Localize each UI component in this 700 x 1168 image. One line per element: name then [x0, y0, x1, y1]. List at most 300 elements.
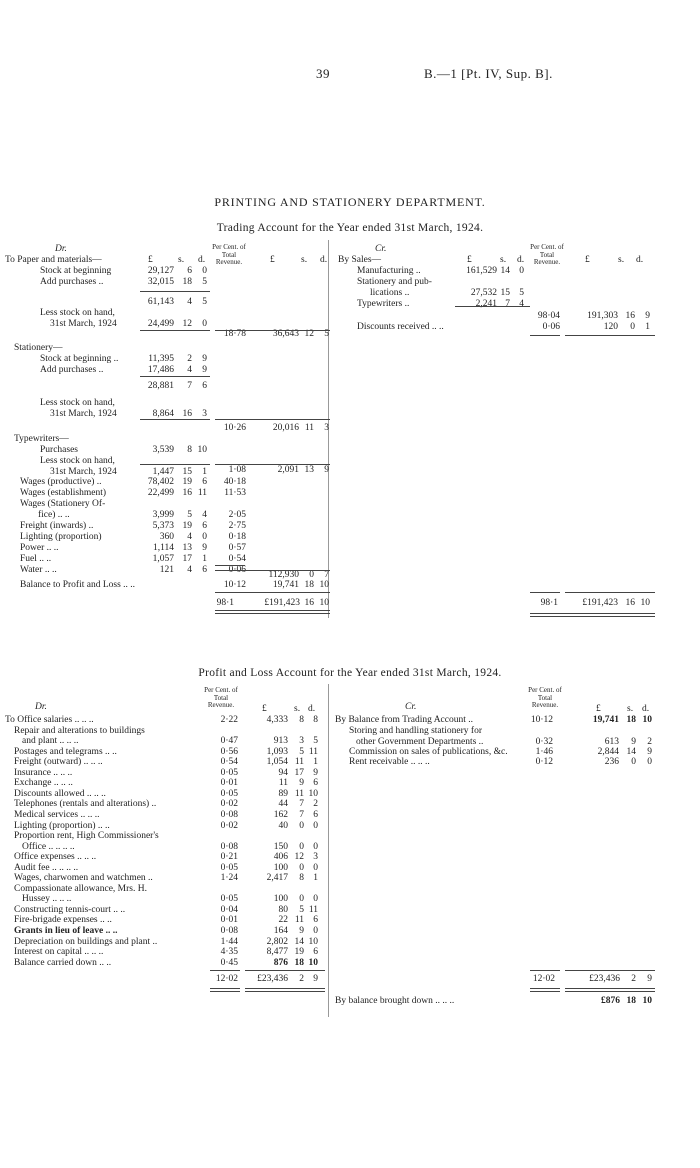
pl-row-label: Depreciation on buildings and plant .. [14, 937, 158, 947]
pl-amount-pence: 10 [308, 937, 318, 947]
trading-subamount-pounds: 22,499 [147, 488, 174, 498]
pl-total-right-pounds: £23,436 [589, 974, 620, 984]
trading-d-header-2: d. [320, 255, 328, 265]
pl-pct: 0·02 [220, 799, 238, 809]
pl-amount-pence: 0 [313, 842, 318, 852]
pl-pct: 0·05 [220, 768, 238, 778]
rule-line [140, 330, 210, 331]
trading-subamount-shillings: 19 [182, 521, 192, 531]
trading-subamount-pence: 6 [202, 565, 207, 575]
pl-total-right-pence: 9 [647, 974, 652, 984]
pl-amount-shillings: 17 [294, 768, 304, 778]
rule-line [215, 592, 330, 593]
trading-row-label: Wages (establishment) [20, 488, 107, 498]
trading-cr-amount-pence: 1 [645, 322, 650, 332]
trading-subamount-pence: 0 [202, 319, 207, 329]
trading-pct-header-left: Per Cent. of Total Revenue. [212, 243, 246, 266]
pl-row-label: and plant .. .. .. [22, 736, 79, 746]
trading-subamount-pounds: 24,499 [147, 319, 174, 329]
pl-amount-pounds: 162 [273, 810, 288, 820]
trading-cr-row-label: By Sales— [338, 255, 382, 265]
trading-amount-pence: 9 [324, 465, 329, 475]
pl-cr-amount-pence: 2 [647, 737, 652, 747]
trading-subamount-pence: 6 [202, 521, 207, 531]
pl-amount-shillings: 19 [294, 947, 304, 957]
trading-cr-s-header-2: s. [618, 255, 625, 265]
pl-amount-pounds: 22 [278, 915, 288, 925]
trading-d-header: d. [198, 255, 206, 265]
trading-subamount-pounds: 121 [159, 565, 174, 575]
pl-amount-pounds: 40 [278, 821, 288, 831]
trading-subamount-pence: 0 [202, 266, 207, 276]
pl-amount-shillings: 0 [299, 842, 304, 852]
pl-account-title: Profit and Loss Account for the Year ended 31st March, 1924. [198, 667, 502, 679]
pl-amount-pence: 6 [313, 778, 318, 788]
pl-cr-row-label: By Balance from Trading Account .. [335, 715, 473, 725]
pl-cr-row-label: Storing and handling stationery for [349, 726, 482, 736]
pl-cr-amount-shillings: 18 [626, 715, 636, 725]
pl-amount-shillings: 9 [299, 778, 304, 788]
rule-line [140, 419, 210, 420]
pl-pct: 0·05 [220, 789, 238, 799]
rule-line [215, 330, 330, 331]
trading-amount-pence: 5 [324, 329, 329, 339]
pl-s-header: s. [294, 704, 301, 714]
pl-row-label: Fire-brigade expenses .. .. [14, 915, 112, 925]
pl-amount-pence: 2 [313, 799, 318, 809]
trading-amount-pounds: 112,930 [268, 570, 299, 580]
trading-row-label: To Paper and materials— [5, 255, 102, 265]
pl-amount-pence: 0 [313, 926, 318, 936]
rule-line [215, 464, 330, 465]
trading-amount-pounds: 20,016 [272, 423, 299, 433]
pl-amount-shillings: 18 [294, 958, 304, 968]
rule-line [210, 970, 240, 971]
pl-amount-pounds: 94 [278, 768, 288, 778]
trading-cr-amount-pounds: 120 [603, 322, 618, 332]
trading-subamount-pence: 11 [197, 488, 207, 498]
pl-amount-pence: 10 [308, 958, 318, 968]
pl-amount-shillings: 5 [299, 747, 304, 757]
pl-amount-shillings: 5 [299, 905, 304, 915]
pl-cr-amount-pence: 10 [642, 715, 652, 725]
pl-brought-down-pence: 10 [642, 996, 652, 1006]
pl-amount-pence: 11 [308, 747, 318, 757]
trading-amount-shillings: 18 [304, 580, 314, 590]
trading-pct: 0·54 [228, 554, 246, 564]
page-reference: B.—1 [Pt. IV, Sup. B]. [424, 66, 553, 81]
trading-row-label: Typewriters— [14, 434, 69, 444]
pl-row-label: Discounts allowed .. .. .. [14, 789, 106, 799]
pl-amount-shillings: 8 [299, 715, 304, 725]
trading-total-right-pounds: £191,423 [582, 598, 618, 608]
pl-amount-shillings: 11 [294, 789, 304, 799]
trading-cr-label: Cr. [375, 244, 387, 254]
pl-amount-pounds: 913 [273, 736, 288, 746]
trading-row-label: Add purchases .. [40, 277, 104, 287]
pl-pct: 0·45 [220, 958, 238, 968]
pl-cr-pct: 10·12 [530, 715, 553, 725]
pl-amount-pence: 9 [313, 768, 318, 778]
trading-subamount-pounds: 78,402 [147, 477, 174, 487]
trading-row-label: Fuel .. .. [20, 554, 52, 564]
trading-row-label: Purchases [40, 445, 78, 455]
pl-amount-shillings: 9 [299, 926, 304, 936]
trading-cr-s-header: s. [500, 255, 507, 265]
trading-subamount-pence: 9 [202, 354, 207, 364]
trading-total-right-pence: 10 [640, 598, 650, 608]
pl-amount-pence: 6 [313, 947, 318, 957]
trading-row-label: Less stock on hand, [40, 308, 115, 318]
pl-cr-d-header: d. [642, 704, 650, 714]
pl-cr-label: Cr. [405, 702, 417, 712]
trading-subamount-shillings: 4 [187, 297, 192, 307]
trading-row-label: Freight (inwards) .. [20, 521, 94, 531]
trading-cr-row-label: lications .. [370, 288, 410, 298]
pl-amount-pence: 0 [313, 863, 318, 873]
pl-amount-pounds: 100 [273, 863, 288, 873]
pl-amount-pounds: 876 [273, 958, 288, 968]
pl-cr-pct: 1·46 [535, 747, 553, 757]
rule-line [455, 306, 530, 307]
pl-cr-double-rule [565, 988, 655, 992]
trading-row-label: Water .. .. [20, 565, 57, 575]
pl-amount-pence: 1 [313, 873, 318, 883]
pl-amount-pounds: 100 [273, 894, 288, 904]
trading-subamount-shillings: 15 [182, 467, 192, 477]
pl-row-label: Medical services .. .. .. [14, 810, 100, 820]
pl-amount-shillings: 14 [294, 937, 304, 947]
pl-amount-pence: 6 [313, 810, 318, 820]
pl-pct: 0·01 [220, 778, 238, 788]
trading-amount-pence: 7 [324, 570, 329, 580]
trading-row-label: Stock at beginning [40, 266, 112, 276]
pl-amount-shillings: 0 [299, 863, 304, 873]
trading-total-left-shillings: 16 [304, 598, 314, 608]
trading-subamount-shillings: 17 [182, 554, 192, 564]
trading-subamount-pounds: 28,881 [147, 381, 174, 391]
trading-cr-row-label: Manufacturing .. [357, 266, 421, 276]
pl-pct: 0·02 [220, 821, 238, 831]
trading-subamount-pence: 9 [202, 365, 207, 375]
pl-cr-row-label: Commission on sales of publications, &c. [349, 747, 508, 757]
trading-cr-subamount-pence: 5 [519, 288, 524, 298]
trading-pct: 0·06 [228, 565, 246, 575]
pl-row-label: Balance carried down .. .. [14, 958, 112, 968]
pl-row-label: Hussey .. .. .. [22, 894, 72, 904]
pl-amount-shillings: 11 [294, 915, 304, 925]
page-number: 39 [316, 66, 330, 81]
pl-total-pct: 12·02 [215, 974, 238, 984]
pl-amount-pounds: 11 [278, 778, 288, 788]
pl-pct: 0·01 [220, 915, 238, 925]
trading-subamount-shillings: 8 [187, 445, 192, 455]
pl-amount-shillings: 12 [294, 852, 304, 862]
rule-line [140, 464, 210, 465]
trading-subamount-shillings: 19 [182, 477, 192, 487]
trading-pct: 2·05 [228, 510, 246, 520]
pl-amount-pounds: 150 [273, 842, 288, 852]
rule-line [210, 988, 240, 992]
trading-subamount-pence: 6 [202, 477, 207, 487]
pl-cr-amount-pence: 0 [647, 757, 652, 767]
trading-subamount-pence: 1 [202, 467, 207, 477]
pl-pct-header-right: Per Cent. of Total Revenue. [528, 686, 562, 709]
pl-cr-amount-shillings: 9 [631, 737, 636, 747]
trading-row-label: fice) .. .. [38, 510, 70, 520]
trading-subamount-shillings: 7 [187, 381, 192, 391]
trading-pct: 2·75 [228, 521, 246, 531]
trading-subamount-shillings: 4 [187, 365, 192, 375]
pl-row-label: Proportion rent, High Commissioner's [14, 831, 159, 841]
trading-row-label: Less stock on hand, [40, 398, 115, 408]
pl-pct: 0·47 [220, 736, 238, 746]
trading-cr-subamount-shillings: 7 [505, 299, 510, 309]
rule-line [565, 335, 655, 336]
trading-cr-subamount-pounds: 27,532 [470, 288, 497, 298]
trading-subamount-pounds: 8,864 [152, 409, 174, 419]
trading-subamount-pence: 10 [197, 445, 207, 455]
pl-row-label: Freight (outward) .. .. .. [14, 757, 103, 767]
trading-subamount-pounds: 360 [159, 532, 174, 542]
pl-amount-shillings: 7 [299, 810, 304, 820]
pl-amount-pence: 10 [308, 789, 318, 799]
trading-double-rule [215, 610, 330, 614]
pl-row-label: Constructing tennis-court .. .. [14, 905, 126, 915]
trading-pound-header-2: £ [270, 255, 275, 265]
pl-amount-pounds: 406 [273, 852, 288, 862]
pl-amount-pence: 0 [313, 821, 318, 831]
pl-dr-label: Dr. [35, 702, 47, 712]
rule-line [245, 970, 325, 971]
pl-row-label: Compassionate allowance, Mrs. H. [14, 884, 147, 894]
trading-subamount-pounds: 1,447 [152, 467, 174, 477]
trading-cr-amount-shillings: 16 [625, 311, 635, 321]
pl-pct: 0·08 [220, 810, 238, 820]
trading-total-left-pence: 10 [319, 598, 329, 608]
trading-amount-shillings: 13 [304, 465, 314, 475]
trading-subamount-shillings: 4 [187, 532, 192, 542]
trading-amount-pounds: 36,643 [272, 329, 299, 339]
trading-subamount-shillings: 13 [182, 543, 192, 553]
trading-cr-pct: 0·06 [542, 322, 560, 332]
pl-row-label: Postages and telegrams .. .. [14, 747, 117, 757]
pl-cr-amount-pence: 9 [647, 747, 652, 757]
pl-row-label: Audit fee .. .. .. .. [14, 863, 79, 873]
rule-line [215, 419, 330, 420]
trading-subamount-shillings: 5 [187, 510, 192, 520]
trading-pct: 18·78 [223, 329, 246, 339]
pl-row-label: Telephones (rentals and alterations) .. [14, 799, 157, 809]
trading-total-pct: 98·1 [216, 598, 234, 608]
pl-amount-shillings: 0 [299, 894, 304, 904]
pl-cr-pct: 0·32 [535, 737, 553, 747]
pl-pct: 0·08 [220, 926, 238, 936]
trading-subamount-pounds: 11,395 [148, 354, 174, 364]
rule-line [140, 291, 210, 292]
trading-cr-subamount-pounds: 161,529 [466, 266, 497, 276]
pl-brought-down-label: By balance brought down .. .. .. [335, 996, 455, 1006]
pl-cr-s-header: s. [627, 704, 634, 714]
pl-d-header: d. [308, 704, 316, 714]
trading-dr-label: Dr. [55, 244, 67, 254]
pl-total-left-pounds: £23,436 [257, 974, 288, 984]
trading-amount-pounds: 19,741 [272, 580, 299, 590]
pl-cr-pound-header: £ [596, 704, 601, 714]
trading-pct: 10·26 [223, 423, 246, 433]
trading-total-left-pounds: £191,423 [264, 598, 300, 608]
trading-cr-amount-pence: 9 [645, 311, 650, 321]
trading-cr-row-label: Stationery and pub- [357, 277, 432, 287]
pl-cr-total-pct: 12·02 [532, 974, 555, 984]
trading-subamount-shillings: 4 [187, 565, 192, 575]
pl-double-rule [245, 988, 325, 992]
pl-pct: 0·21 [220, 852, 238, 862]
trading-subamount-pounds: 3,999 [152, 510, 174, 520]
pl-amount-pounds: 8,477 [266, 947, 288, 957]
pl-pct: 0·05 [220, 894, 238, 904]
trading-pct: 11·53 [224, 488, 246, 498]
trading-subamount-pence: 5 [202, 277, 207, 287]
pl-amount-pounds: 44 [278, 799, 288, 809]
rule-line [530, 970, 560, 971]
trading-subamount-pence: 4 [202, 510, 207, 520]
trading-row-label: Wages (productive) .. [20, 477, 102, 487]
rule-line [565, 970, 655, 971]
trading-subamount-pence: 0 [202, 532, 207, 542]
trading-amount-shillings: 12 [304, 329, 314, 339]
rule-line [530, 988, 560, 992]
rule-line [215, 570, 330, 571]
pl-pct: 2·22 [220, 715, 238, 725]
trading-amount-pence: 10 [319, 580, 329, 590]
trading-subamount-pounds: 5,373 [152, 521, 174, 531]
pl-cr-amount-pounds: 2,844 [597, 747, 619, 757]
rule-line [530, 335, 560, 336]
pl-amount-pounds: 164 [273, 926, 288, 936]
pl-amount-pounds: 4,333 [266, 715, 288, 725]
trading-amount-pounds: 2,091 [277, 465, 299, 475]
column-divider [328, 684, 329, 1017]
trading-s-header: s. [178, 255, 185, 265]
pl-pct-header-left: Per Cent. of Total Revenue. [204, 686, 238, 709]
trading-pct: 1·08 [228, 465, 246, 475]
pl-amount-shillings: 7 [299, 799, 304, 809]
pl-pct: 0·04 [220, 905, 238, 915]
pl-amount-shillings: 3 [299, 736, 304, 746]
trading-row-label: Wages (Stationery Of- [20, 499, 106, 509]
trading-cr-double-rule [530, 613, 655, 617]
trading-row-label: Less stock on hand, [40, 456, 115, 466]
trading-account-title: Trading Account for the Year ended 31st March, 1924. [216, 222, 484, 234]
pl-pct: 4·35 [220, 947, 238, 957]
trading-subamount-pence: 3 [202, 409, 207, 419]
trading-row-label: 31st March, 1924 [50, 409, 117, 419]
rule-line [140, 376, 210, 377]
trading-row-label: 31st March, 1924 [50, 319, 117, 329]
trading-cr-subamount-pence: 4 [519, 299, 524, 309]
trading-cr-pct: 98·04 [537, 311, 560, 321]
trading-subamount-pounds: 17,486 [147, 365, 174, 375]
pl-amount-pence: 1 [313, 757, 318, 767]
pl-amount-pounds: 1,054 [266, 757, 288, 767]
pl-amount-shillings: 0 [299, 821, 304, 831]
pl-amount-pounds: 2,802 [266, 937, 288, 947]
department-title: PRINTING AND STATIONERY DEPARTMENT. [214, 195, 486, 209]
trading-row-label: Lighting (proportion) [20, 532, 102, 542]
trading-subamount-pence: 6 [202, 381, 207, 391]
trading-subamount-pence: 5 [202, 297, 207, 307]
trading-row-label: Balance to Profit and Loss .. .. [20, 580, 136, 590]
pl-pct: 1·44 [220, 937, 238, 947]
trading-subamount-shillings: 6 [187, 266, 192, 276]
pl-row-label: Interest on capital .. .. .. [14, 947, 104, 957]
trading-subamount-shillings: 16 [182, 488, 192, 498]
pl-cr-amount-pounds: 236 [604, 757, 619, 767]
pl-cr-amount-shillings: 0 [631, 757, 636, 767]
trading-pct-header-right: Per Cent. of Total Revenue. [530, 243, 564, 266]
trading-subamount-pounds: 32,015 [147, 277, 174, 287]
trading-cr-amount-shillings: 0 [630, 322, 635, 332]
trading-s-header-2: s. [301, 255, 308, 265]
pl-pct: 0·54 [220, 757, 238, 767]
trading-subamount-pounds: 1,114 [152, 543, 174, 553]
trading-cr-total-pct: 98·1 [540, 598, 558, 608]
trading-row-label: Stationery— [14, 343, 63, 353]
pl-row-label: Repair and alterations to buildings [14, 726, 145, 736]
pl-pct: 1·24 [220, 873, 238, 883]
pl-row-label: Exchange .. .. .. [14, 778, 73, 788]
pl-pct: 0·05 [220, 863, 238, 873]
trading-cr-row-label: Typewriters .. [357, 299, 410, 309]
trading-pct: 0·18 [228, 532, 246, 542]
pl-pound-header: £ [262, 704, 267, 714]
rule-line [215, 565, 245, 566]
pl-row-label: Insurance .. .. .. [14, 768, 73, 778]
pl-brought-down-pounds: £876 [601, 996, 620, 1006]
pl-amount-pence: 6 [313, 915, 318, 925]
trading-pct: 40·18 [223, 477, 246, 487]
pl-amount-pounds: 89 [278, 789, 288, 799]
trading-subamount-shillings: 16 [182, 409, 192, 419]
trading-row-label: Stock at beginning .. [40, 354, 119, 364]
rule-line [530, 592, 560, 593]
pl-total-left-pence: 9 [313, 974, 318, 984]
pl-cr-amount-shillings: 14 [626, 747, 636, 757]
pl-amount-shillings: 8 [299, 873, 304, 883]
trading-subamount-pence: 9 [202, 543, 207, 553]
pl-amount-pence: 0 [313, 894, 318, 904]
pl-amount-shillings: 11 [294, 757, 304, 767]
trading-cr-subamount-pence: 0 [519, 266, 524, 276]
pl-row-label: Office expenses .. .. .. [14, 852, 97, 862]
trading-total-right-shillings: 16 [625, 598, 635, 608]
trading-cr-subamount-pounds: 2,241 [475, 299, 497, 309]
rule-line [565, 592, 655, 593]
pl-amount-pounds: 80 [278, 905, 288, 915]
pl-brought-down-shillings: 18 [626, 996, 636, 1006]
pl-cr-amount-pounds: 19,741 [592, 715, 619, 725]
pl-total-right-shillings: 2 [631, 974, 636, 984]
trading-cr-subamount-shillings: 14 [500, 266, 510, 276]
pl-amount-pounds: 2,417 [266, 873, 288, 883]
trading-subamount-pence: 1 [202, 554, 207, 564]
pl-cr-amount-pounds: 613 [604, 737, 619, 747]
pl-row-label: Office .. .. .. .. [22, 842, 75, 852]
pl-cr-pct: 0·12 [535, 757, 553, 767]
pl-cr-row-label: Rent receivable .. .. .. [349, 757, 430, 767]
trading-cr-d-header-2: d. [636, 255, 644, 265]
